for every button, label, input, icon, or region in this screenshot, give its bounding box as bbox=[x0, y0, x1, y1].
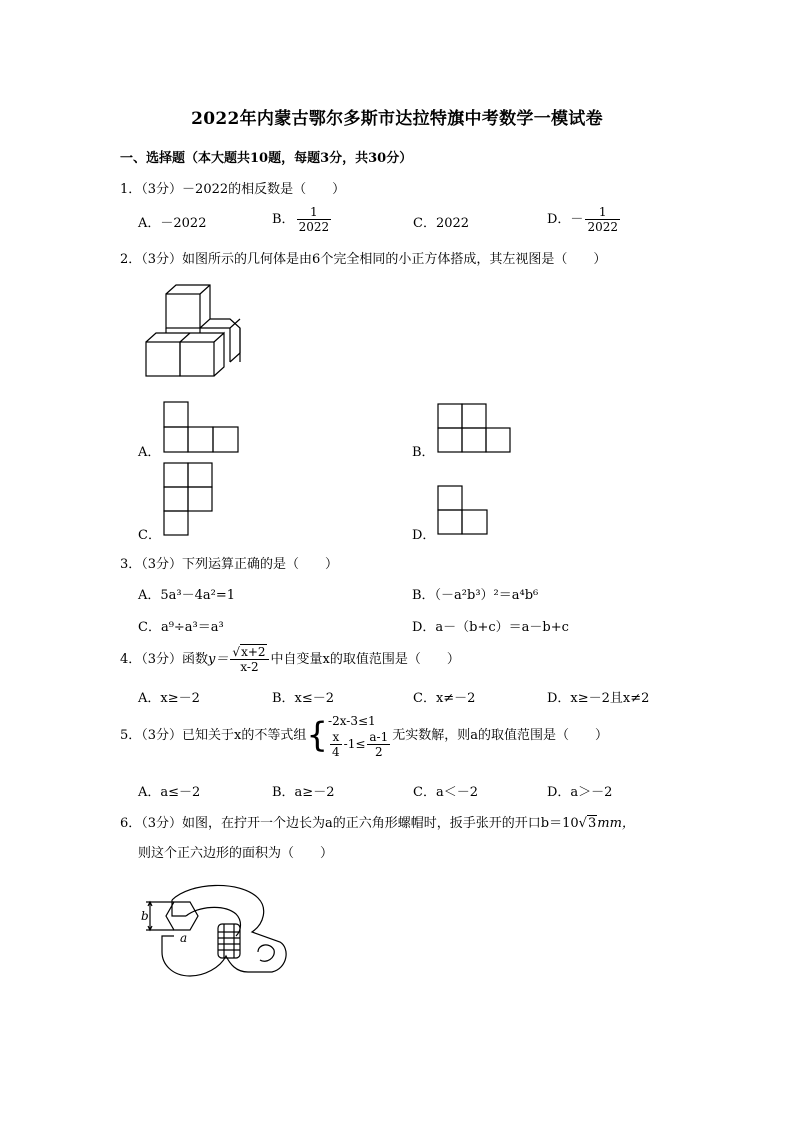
question-6-stem-line-2: 则这个正六边形的面积为（ ） bbox=[138, 846, 334, 861]
fraction-denominator: 2 bbox=[375, 745, 383, 759]
q4-option-b[interactable]: B．x≤－2 bbox=[272, 691, 335, 706]
q4-fraction bbox=[230, 645, 268, 674]
question-2-stem: 2．（3分）如图所示的几何体是由6个完全相同的小正方体搭成，其左视图是（ ） bbox=[120, 252, 607, 267]
q4-option-c[interactable]: C．x≠－2 bbox=[413, 691, 476, 706]
q2-option-a-figure bbox=[163, 401, 243, 455]
q1-option-b-prefix: B． bbox=[272, 212, 295, 227]
q4-option-a[interactable]: A．x≥－2 bbox=[138, 691, 200, 706]
q6-radicand: 3 bbox=[587, 816, 597, 831]
q5-option-b[interactable]: B．a≥－2 bbox=[272, 785, 335, 800]
q5-right-fraction bbox=[367, 730, 390, 759]
label-a: a bbox=[180, 931, 188, 945]
q1-option-d-prefix: D．－ bbox=[547, 212, 584, 227]
q1-option-a[interactable]: A．－2022 bbox=[138, 216, 207, 231]
q2-option-b[interactable]: B． bbox=[412, 445, 435, 460]
question-3-stem: 3．（3分）下列运算正确的是（ ） bbox=[120, 557, 339, 572]
q2-option-c[interactable]: C． bbox=[138, 528, 161, 543]
question-4-stem bbox=[120, 645, 460, 674]
q2-option-a[interactable]: A． bbox=[138, 445, 161, 460]
q1-option-d-fraction bbox=[585, 205, 620, 234]
fraction-denominator: 4 bbox=[332, 745, 340, 759]
q3-option-c[interactable]: C．a⁹÷a³＝a³ bbox=[138, 620, 224, 635]
system-brace: { bbox=[306, 715, 329, 756]
q1-option-d[interactable] bbox=[547, 205, 622, 234]
q4-stem-prefix: 4．（3分）函数 bbox=[120, 652, 209, 667]
q2-option-b-figure bbox=[437, 403, 517, 457]
cube-stack-figure bbox=[140, 284, 250, 384]
q4-option-d[interactable]: D．x≥－2且x≠2 bbox=[547, 691, 650, 706]
q5-option-d[interactable]: D．a＞－2 bbox=[547, 785, 613, 800]
question-5-stem bbox=[120, 712, 608, 759]
question-6-stem-line-1: 6．（3分）如图，在拧开一个边长为a的正六角形螺帽时，扳手张开的开口b＝10√3mm， bbox=[120, 816, 635, 831]
q3-option-b[interactable]: B．（－a²b³）²＝a⁴b⁶ bbox=[412, 588, 539, 603]
fraction-numerator: a-1 bbox=[369, 730, 389, 744]
q6-stem-prefix: 6．（3分）如图，在拧开一个边长为a的正六角形螺帽时，扳手张开的开口b＝10 bbox=[120, 816, 579, 831]
q5-stem-suffix: 无实数解，则a的取值范围是（ ） bbox=[392, 728, 609, 743]
q5-option-a[interactable]: A．a≤－2 bbox=[138, 785, 201, 800]
inequality-line-2 bbox=[328, 730, 392, 759]
q2-option-c-figure bbox=[163, 462, 217, 540]
section-heading: 一、选择题（本大题共10题，每题3分，共30分） bbox=[120, 151, 413, 166]
label-b: b bbox=[141, 909, 149, 923]
fraction-numerator: 1 bbox=[297, 205, 332, 220]
fraction-numerator: 1 bbox=[585, 205, 620, 220]
q5-middle: -1≤ bbox=[343, 737, 366, 751]
q5-left-fraction bbox=[330, 730, 342, 759]
q5-stem-prefix: 5．（3分）已知关于x的不等式组 bbox=[120, 728, 307, 743]
wrench-hexnut-figure bbox=[140, 880, 290, 980]
inequality-system bbox=[328, 712, 392, 759]
question-1-stem: 1．（3分）－2022的相反数是（ ） bbox=[120, 182, 346, 197]
q1-option-c[interactable]: C．2022 bbox=[413, 216, 470, 231]
fraction-denominator: 2022 bbox=[298, 220, 330, 234]
fraction-numerator: x bbox=[330, 730, 342, 745]
q1-option-b[interactable] bbox=[272, 205, 333, 234]
q1-option-b-fraction bbox=[297, 205, 332, 234]
fraction-denominator: 2022 bbox=[587, 220, 618, 234]
q5-option-c[interactable]: C．a＜－2 bbox=[413, 785, 478, 800]
q2-option-d-figure bbox=[437, 485, 493, 539]
q4-stem-suffix: 中自变量x的取值范围是（ ） bbox=[270, 652, 460, 667]
q4-denominator: x-2 bbox=[240, 660, 259, 674]
q6-unit: mm， bbox=[597, 816, 635, 831]
q4-radicand: x+2 bbox=[241, 645, 266, 659]
q4-y-equals: y＝ bbox=[208, 652, 229, 667]
q4-numerator: √x+2 bbox=[230, 645, 268, 660]
q3-option-a[interactable]: A．5a³－4a²=1 bbox=[138, 588, 236, 603]
page-title: 2022年内蒙古鄂尔多斯市达拉特旗中考数学一模试卷 bbox=[191, 109, 603, 129]
q2-option-d[interactable]: D． bbox=[412, 528, 436, 543]
inequality-line-1: -2x-3≤1 bbox=[328, 714, 376, 728]
q3-option-d[interactable]: D．a－（b+c）＝a－b+c bbox=[412, 620, 569, 635]
